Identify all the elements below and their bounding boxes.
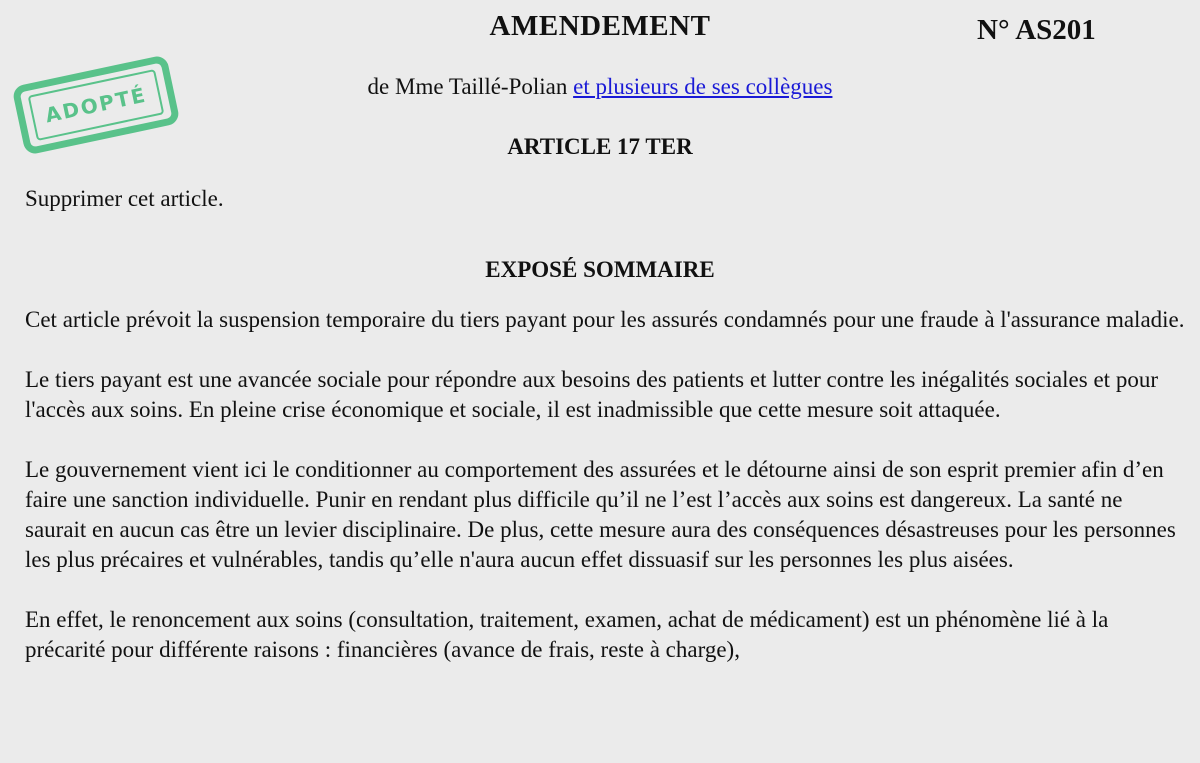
dispositif-text: Supprimer cet article. <box>25 186 224 211</box>
expose-body <box>25 305 1185 695</box>
author-name: de Mme Taillé-Polian <box>367 74 568 99</box>
expose-paragraph: Le tiers payant est une avancée sociale pour répondre aux besoins des patients et lutter contre les inégalités sociales et pour l'accès aux soins. En pleine crise économique et sociale, il est inadmissible que cette mesure soit attaquée. <box>25 367 1158 422</box>
expose-heading: EXPOSÉ SOMMAIRE <box>485 257 715 282</box>
author-line <box>0 74 1200 100</box>
document-title: AMENDEMENT <box>489 10 711 42</box>
expose-paragraph: Cet article prévoit la suspension temporaire du tiers payant pour les assurés condamnés pour une fraude à l'assurance maladie. <box>25 307 1185 332</box>
cosigners-link[interactable]: et plusieurs de ses collègues <box>573 74 833 99</box>
expose-paragraph: En effet, le renoncement aux soins (consultation, traitement, examen, achat de médicament) est un phénomène lié à la précarité pour différente raisons : financières (avance de frais, reste à charge), <box>25 607 1109 662</box>
stamp-label: ADOPTÉ <box>28 69 165 141</box>
article-heading: ARTICLE 17 TER <box>507 134 693 159</box>
amendment-number: N° AS201 <box>977 14 1096 46</box>
expose-paragraph: Le gouvernement vient ici le conditionner au comportement des assurées et le détourne ainsi de son esprit premier afin d’en faire une sanction individuelle. Punir en rendant plus difficile qu’il ne l’est l’accès aux soins est dangereux. La santé ne saurait en aucun cas être un levier disciplinaire. De plus, cette mesure aura des conséquences désastreuses pour les personnes les plus précaires et vulnérables, tandis qu’elle n'aura aucun effet dissuasif sur les personnes les plus aisées. <box>25 457 1176 572</box>
